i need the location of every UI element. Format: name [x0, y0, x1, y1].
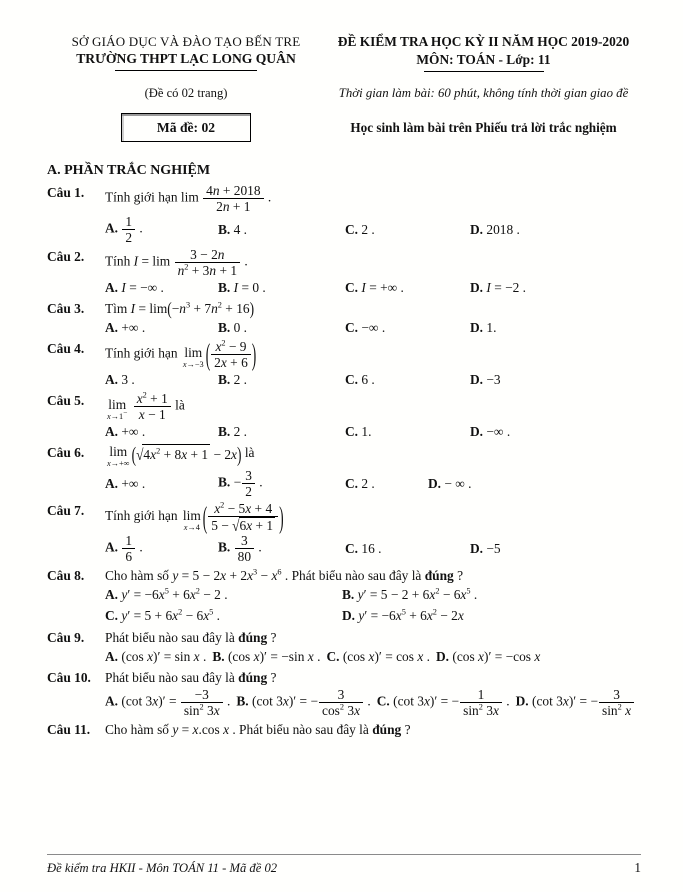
- math-variable: x: [172, 608, 179, 624]
- page-number: 1: [634, 860, 641, 875]
- option-label: C.: [345, 476, 362, 492]
- math-variable: x: [214, 501, 221, 517]
- math-operator: cos: [201, 721, 220, 737]
- subject-grade: MÔN: TOÁN - Lớp: 11: [416, 52, 551, 67]
- option-label: B.: [218, 372, 234, 388]
- math-variable: x: [107, 459, 111, 469]
- math-variable: n: [222, 199, 230, 214]
- math-parentheses: ( $-n^3 + 7n^2 + 16$ ): [167, 298, 255, 319]
- math-fraction: $\frac{x^2 - 5x + 4}{5 - √6x + 1}$: [207, 501, 279, 533]
- math-variable: x: [158, 587, 165, 603]
- question-row: [47, 247, 636, 278]
- math-superscript: 2: [199, 702, 204, 712]
- answer-option: A. $\frac{1}{2}$ .: [105, 214, 143, 245]
- option-label: A.: [105, 372, 122, 388]
- math-superscript: 6: [277, 567, 282, 577]
- bold-text: đúng: [238, 669, 268, 685]
- option-label: C.: [345, 424, 362, 440]
- math-variable: x: [193, 648, 200, 664]
- question-row: [47, 720, 636, 739]
- math-variable: y: [121, 587, 128, 603]
- math-operator: sin: [602, 702, 618, 718]
- option-label: D.: [428, 476, 445, 492]
- option-label: D.: [470, 424, 487, 440]
- question-prompt: Phát biểu nào sau đây là đúng ?: [105, 629, 277, 645]
- exam-code-box: Mã đề: 02: [121, 113, 251, 142]
- option-label: B.: [218, 320, 234, 336]
- answer-option: A. +∞ .: [105, 424, 146, 440]
- math-variable: y: [121, 608, 128, 624]
- math-variable: x: [152, 693, 159, 709]
- bold-text: đúng: [372, 721, 402, 737]
- question-row: [47, 566, 636, 585]
- math-variable: n: [212, 183, 220, 198]
- math-variable: x: [423, 693, 430, 709]
- math-sqrt: √6x + 1: [232, 517, 274, 535]
- math-fraction: $\frac{1}{2}$: [121, 214, 136, 245]
- option-label: D.: [470, 541, 487, 557]
- option-label: D.: [342, 608, 359, 624]
- math-variable: x: [136, 391, 143, 407]
- math-superscript: 2: [220, 500, 225, 510]
- math-parentheses: ( $\frac{x^2 - 9}{2x + 6}$ ): [205, 337, 257, 372]
- math-variable: x: [534, 648, 541, 664]
- section-title: A. PHẦN TRẮC NGHIỆM: [47, 163, 211, 178]
- math-superscript: 2: [156, 446, 161, 456]
- answer-option: D. − ∞ .: [428, 476, 472, 492]
- question-label: Câu 4.: [47, 341, 85, 357]
- math-variable: x: [246, 518, 253, 534]
- math-superscript: 2: [178, 608, 183, 617]
- math-variable: x: [247, 568, 254, 584]
- question-label: Câu 8.: [47, 568, 85, 584]
- pages-note: (Đề có 02 trang): [144, 86, 228, 100]
- header-left: [47, 34, 325, 142]
- answer-option: B. 2 .: [218, 424, 248, 440]
- answer-option: A. $y' = -6x^5 + 6x^2 - 2$ .: [105, 586, 228, 603]
- math-variable: x: [213, 702, 220, 718]
- math-variable: y: [357, 587, 364, 603]
- question-prompt: Phát biểu nào sau đây là đúng ?: [105, 669, 277, 685]
- math-variable: I: [233, 280, 239, 295]
- math-variable: x: [625, 702, 632, 718]
- math-variable: x: [307, 648, 314, 664]
- math-variable: x: [460, 587, 467, 603]
- department-name: SỞ GIÁO DỤC VÀ ĐÀO TẠO BẾN TRE: [71, 34, 301, 49]
- question-options: [105, 370, 636, 389]
- option-label: B.: [218, 424, 234, 440]
- question-row: [47, 628, 636, 647]
- option-label: A.: [105, 587, 122, 603]
- math-variable: x: [562, 693, 569, 709]
- math-fraction: $\frac{1}{\sin^2 3x}$: [459, 687, 503, 718]
- math-variable: x: [189, 587, 196, 603]
- math-operator: lim: [149, 301, 168, 317]
- math-fraction: $\frac{x^2 - 9}{2x + 6}$: [210, 339, 252, 370]
- option-label: A.: [105, 648, 122, 664]
- math-variable: y: [172, 568, 179, 584]
- math-superscript: 2: [217, 300, 222, 310]
- math-operator: cos: [456, 648, 475, 664]
- math-fraction: $\frac{-3}{\sin^2 3x}$: [180, 687, 224, 718]
- question-row: [47, 183, 636, 214]
- radical-sign: √: [136, 445, 144, 464]
- math-superscript: 2: [142, 390, 147, 400]
- math-variable: x: [220, 568, 227, 584]
- question-prompt: lim x→1− $\frac{x^2 + 1}{x - 1}$ là: [107, 390, 185, 423]
- option-label: C.: [345, 372, 362, 388]
- math-variable: I: [133, 253, 139, 269]
- math-operator: cos: [513, 648, 532, 664]
- option-label: A.: [105, 280, 122, 295]
- duration-note: Thời gian làm bài: 60 phút, không tính thời gian giao đề: [338, 86, 629, 100]
- answer-option: A. (cos x)′ = sin x .: [105, 648, 207, 664]
- answer-option: D. 2018 .: [470, 221, 520, 237]
- math-variable: x: [245, 501, 252, 517]
- option-label: B.: [218, 539, 234, 555]
- answer-option: A. +∞ .: [105, 320, 146, 336]
- math-limit: lim x→−3: [182, 344, 204, 369]
- option-label: B.: [218, 280, 234, 295]
- option-label: D.: [470, 320, 487, 336]
- option-label: C.: [376, 693, 394, 709]
- math-variable: n: [177, 263, 185, 278]
- option-label: C.: [345, 320, 362, 336]
- math-superscript: 2: [435, 586, 440, 596]
- question-label: Câu 9.: [47, 629, 85, 645]
- math-variable: x: [417, 648, 424, 664]
- math-variable: y: [358, 608, 365, 624]
- option-label: D.: [470, 372, 487, 388]
- math-variable: n: [211, 301, 218, 317]
- math-variable: x: [150, 447, 157, 463]
- math-variable: I: [121, 280, 126, 295]
- answer-option: C. $y' = 5 + 6x^2 - 6x^5$ .: [105, 608, 221, 624]
- question-row: [47, 501, 636, 533]
- math-operator: lim: [152, 253, 171, 269]
- math-variable: x: [492, 702, 499, 718]
- question-options: [105, 422, 636, 441]
- question-options: [105, 214, 636, 245]
- math-variable: x: [426, 608, 433, 624]
- math-fraction: $\frac{3 - 2n}{n^2 + 3n + 1}$: [174, 247, 241, 278]
- option-label: C.: [345, 280, 362, 295]
- question-prompt: Tính giới hạn lim $\frac{4n + 2018}{2n + 1}$ .: [105, 183, 272, 214]
- math-variable: x: [223, 721, 230, 737]
- question-options: [105, 585, 636, 625]
- answer-option: B. 0 .: [218, 320, 248, 336]
- math-operator: cot: [256, 693, 273, 709]
- math-superscript: 2: [339, 702, 345, 712]
- math-operator: cos: [322, 702, 340, 718]
- question-prompt: lim x→+∞ ( $√4x^2 + 8x + 1 - 2x$ ) là: [107, 442, 255, 469]
- answer-option: C. 16 .: [345, 541, 382, 557]
- math-variable: x: [138, 407, 145, 423]
- option-label: D.: [515, 693, 532, 709]
- answer-option: D. $y' = -6x^5 + 6x^2 - 2x$: [342, 608, 464, 624]
- footer-rule: [47, 854, 641, 855]
- math-variable: x: [182, 359, 187, 369]
- math-superscript: 5: [401, 608, 406, 617]
- question-row: [47, 339, 636, 370]
- question-options: [105, 318, 636, 337]
- math-variable: x: [231, 447, 237, 463]
- radical-sign: √: [232, 517, 240, 535]
- answer-option: D. −3: [470, 372, 501, 388]
- answer-option: D. I = −2 .: [470, 280, 527, 295]
- question-prompt: Cho hàm số $y = 5 - 2x + 2x^3 - x^6$ . Phát biểu nào sau đây là đúng ?: [105, 567, 464, 584]
- answer-option: C. 6 .: [345, 372, 375, 388]
- math-variable: x: [253, 648, 260, 664]
- math-variable: x: [107, 411, 111, 421]
- question-options: [105, 278, 636, 297]
- math-superscript: 2: [617, 702, 622, 712]
- option-label: B.: [212, 648, 228, 664]
- math-variable: x: [395, 608, 402, 624]
- question-prompt: Tính I = lim $\frac{3 - 2n}{n^2 + 3n + 1}$ .: [105, 247, 248, 278]
- math-variable: x: [203, 608, 210, 624]
- answer-option: A. $\frac{1}{6}$ .: [105, 533, 143, 565]
- answer-option: C. (cos x)′ = cos x .: [326, 648, 430, 664]
- bold-text: đúng: [424, 568, 454, 584]
- math-variable: x: [429, 587, 436, 603]
- question-prompt: Tính giới hạn lim x→−3 ( $\frac{x^2 - 9}{2x + 6}$ ): [105, 337, 257, 372]
- question-prompt: Cho hàm số y = x.cos x . Phát biểu nào sau đây là đúng ?: [105, 721, 411, 737]
- option-label: A.: [105, 476, 122, 492]
- math-fraction: $\frac{3}{\cos^2 3x}$: [318, 687, 364, 718]
- math-operator: cos: [347, 648, 366, 664]
- answer-option: C. 2 .: [345, 221, 375, 237]
- math-variable: x: [147, 648, 154, 664]
- math-variable: x: [220, 355, 227, 371]
- math-variable: x: [215, 339, 222, 355]
- option-label: C.: [105, 608, 122, 624]
- math-operator: cot: [125, 693, 143, 709]
- answer-option: C. (cot 3x)′ = − $\frac{1}{\sin^2 3x}$ .: [376, 686, 510, 718]
- questions-list: [47, 183, 636, 739]
- option-label: A.: [105, 220, 122, 236]
- answer-sheet-instruction: Học sinh làm bài trên Phiếu trả lời trắc nghiệm: [350, 120, 617, 135]
- question-label: Câu 5.: [47, 393, 85, 409]
- math-fraction: $\frac{3}{80}$: [234, 533, 255, 564]
- math-fraction: $\frac{3}{2}$: [241, 468, 256, 499]
- exam-header: [47, 34, 636, 142]
- math-parentheses: ( $√4x^2 + 8x + 1 - 2x$ ): [131, 442, 242, 466]
- answer-option: B. 2 .: [218, 372, 248, 388]
- math-parentheses: ( $\frac{x^2 - 5x + 4}{5 - √6x + 1}$ ): [202, 500, 284, 535]
- math-variable: x: [271, 568, 278, 584]
- option-label: D.: [470, 280, 487, 295]
- question-prompt: Tính giới hạn lim x→4 ( $\frac{x^2 - 5x + 4}{5 - √6x + 1}$ ): [105, 500, 284, 535]
- answer-option: C. 2 .: [345, 476, 375, 492]
- math-operator: sin: [463, 702, 479, 718]
- math-operator: cot: [536, 693, 553, 709]
- answer-option: A. (cot 3x)′ = $\frac{-3}{\sin^2 3x}$ .: [105, 686, 231, 718]
- math-limit: lim x→1−: [107, 396, 128, 421]
- question-options: [105, 533, 636, 564]
- math-fraction: $\frac{3}{\sin^2 x}$: [598, 687, 635, 718]
- math-operator: cos: [232, 648, 251, 664]
- math-superscript: −: [123, 408, 128, 418]
- option-label: D.: [435, 648, 453, 664]
- math-variable: y: [172, 721, 179, 737]
- question-label: Câu 1.: [47, 185, 85, 200]
- answer-option: C. −∞ .: [345, 320, 386, 336]
- math-superscript: 3: [185, 300, 191, 310]
- option-label: B.: [236, 693, 252, 709]
- question-row: [47, 443, 636, 468]
- answer-option: D. (cot 3x)′ = − $\frac{3}{\sin^2 x}$: [516, 687, 636, 718]
- answer-option: B. $\frac{3}{80}$ .: [218, 533, 262, 565]
- answer-option: A. +∞ .: [105, 476, 146, 492]
- math-variable: x: [192, 721, 199, 737]
- question-label: Câu 2.: [47, 249, 85, 264]
- header-left-rule: [115, 70, 257, 71]
- math-variable: n: [217, 247, 225, 262]
- option-label: C.: [345, 221, 362, 237]
- option-label: A.: [105, 424, 122, 440]
- option-label: D.: [470, 221, 487, 237]
- math-superscript: 2: [221, 338, 226, 348]
- math-operator: sin: [183, 702, 200, 718]
- math-variable: n: [209, 263, 217, 278]
- math-variable: I: [361, 280, 366, 295]
- math-operator: sin: [288, 648, 305, 664]
- answer-option: A. I = −∞ .: [105, 280, 164, 295]
- question-label: Câu 6.: [47, 445, 85, 461]
- math-superscript: 5: [209, 608, 214, 617]
- math-variable: x: [478, 648, 484, 664]
- page-footer: [47, 854, 641, 876]
- question-row: [47, 391, 636, 422]
- math-fraction: $\frac{4n + 2018}{2n + 1}$: [202, 183, 264, 214]
- answer-option: B. $y' = 5 - 2 + 6x^2 - 6x^5$ .: [342, 586, 478, 603]
- question-label: Câu 11.: [47, 721, 91, 737]
- answer-option: B. 4 .: [218, 221, 248, 237]
- math-superscript: 2: [432, 608, 437, 617]
- math-variable: n: [179, 301, 186, 317]
- math-variable: x: [457, 608, 464, 624]
- answer-option: B. (cos x)′ = −sin x .: [212, 648, 321, 664]
- math-operator: cos: [396, 648, 414, 664]
- math-superscript: 3: [253, 567, 258, 577]
- question-options: [105, 687, 636, 718]
- math-limit: lim x→+∞: [107, 444, 130, 469]
- option-label: A.: [105, 320, 122, 336]
- option-label: A.: [105, 539, 122, 555]
- math-variable: x: [282, 693, 289, 709]
- question-label: Câu 10.: [47, 669, 91, 685]
- school-name: TRƯỜNG THPT LẠC LONG QUÂN: [76, 51, 296, 66]
- exam-title: ĐỀ KIỂM TRA HỌC KỲ II NĂM HỌC 2019-2020: [337, 34, 630, 49]
- math-fraction: $\frac{x^2 + 1}{x - 1}$: [133, 391, 172, 422]
- answer-option: B. − $\frac{3}{2}$ .: [218, 468, 263, 500]
- header-right: [325, 34, 636, 142]
- question-options: [105, 647, 636, 666]
- option-label: A.: [105, 693, 122, 709]
- math-operator: sin: [174, 648, 191, 664]
- math-superscript: 5: [466, 586, 471, 596]
- option-label: B.: [342, 587, 358, 603]
- answer-option: D. (cos x)′ = −cos x: [435, 648, 541, 664]
- option-label: C.: [345, 541, 362, 557]
- header-right-rule: [424, 71, 544, 72]
- math-variable: x: [181, 447, 188, 463]
- question-options: [105, 468, 636, 499]
- answer-option: C. 1.: [345, 424, 372, 440]
- math-fraction: $\frac{1}{6}$: [121, 533, 136, 564]
- option-label: C.: [326, 648, 343, 664]
- math-variable: x: [354, 702, 361, 718]
- question-label: Câu 7.: [47, 503, 85, 519]
- math-superscript: 5: [164, 586, 169, 596]
- answer-option: B. (cot 3x)′ = − $\frac{3}{\cos^2 3x}$ .: [236, 686, 371, 718]
- option-label: B.: [218, 474, 234, 490]
- math-sqrt: $√4x^2 + 8x + 1$: [136, 447, 210, 462]
- question-prompt: Tìm I = lim ( $-n^3 + 7n^2 + 16$ ): [105, 298, 255, 319]
- math-operator: cot: [397, 693, 414, 709]
- footer-exam-info: Đề kiểm tra HKII - Môn TOÁN 11 - Mã đề 02: [47, 861, 278, 875]
- math-superscript: 2: [478, 702, 483, 712]
- math-variable: I: [130, 301, 136, 317]
- math-superscript: 2: [195, 586, 200, 596]
- math-limit: lim x→4: [182, 507, 201, 532]
- question-row: [47, 299, 636, 318]
- math-variable: x: [368, 648, 375, 664]
- question-row: [47, 668, 636, 687]
- math-variable: x: [183, 522, 188, 532]
- option-label: B.: [218, 221, 234, 237]
- math-operator: lim: [180, 189, 199, 205]
- answer-option: D. −5: [470, 541, 501, 557]
- answer-option: C. I = +∞ .: [345, 280, 404, 295]
- answer-option: A. 3 .: [105, 372, 135, 388]
- answer-option: D. −∞ .: [470, 424, 511, 440]
- math-operator: cos: [125, 648, 144, 664]
- bold-text: đúng: [238, 629, 268, 645]
- answer-option: B. I = 0 .: [218, 280, 266, 295]
- math-variable: I: [486, 280, 491, 295]
- math-superscript: 2: [184, 262, 189, 272]
- question-label: Câu 3.: [47, 301, 85, 317]
- answer-option: D. 1.: [470, 320, 497, 336]
